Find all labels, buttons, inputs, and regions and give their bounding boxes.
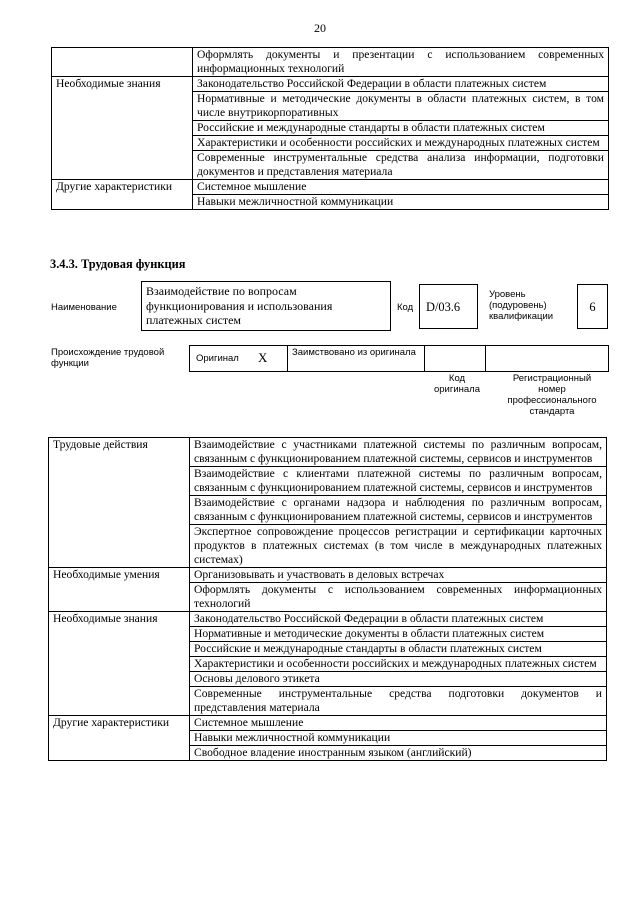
competency-table-continued: [51, 47, 609, 210]
cell-divider: [287, 345, 288, 372]
table-row: [49, 568, 607, 583]
row-value: Системное мышление: [193, 180, 609, 195]
row-value: Взаимодействие с клиентами платежной системы по различным вопросам, связанным с функционированием платежной системы, сервисов и инструментов: [190, 467, 607, 496]
row-label: Другие характеристики: [52, 180, 193, 210]
function-code-value: D/03.6: [426, 300, 461, 314]
row-value: Свободное владение иностранным языком (английский): [190, 746, 607, 761]
cell-divider: [485, 345, 486, 372]
row-label: Необходимые знания: [52, 77, 193, 180]
row-label: Необходимые умения: [49, 568, 190, 612]
function-name-value: Взаимодействие по вопросам функционирования и использования платежных систем: [146, 284, 333, 327]
table-row: [52, 48, 609, 77]
origin-row: [189, 345, 609, 372]
borrowed-label: Заимствовано из оригинала: [292, 347, 416, 358]
table-row: [52, 180, 609, 195]
row-value: Оформлять документы с использованием современных информационных технологий: [190, 583, 607, 612]
original-label: Оригинал: [196, 353, 239, 364]
row-value: Навыки межличностной коммуникации: [190, 731, 607, 746]
code-label: Код: [397, 302, 414, 313]
row-value: Системное мышление: [190, 716, 607, 731]
row-label: Необходимые знания: [49, 612, 190, 716]
row-value: Современные инструментальные средства подготовки документов и представления материала: [190, 687, 607, 716]
origin-label: Происхождение трудовой функции: [51, 347, 165, 369]
page-number: 20: [314, 21, 326, 35]
row-value: Характеристики и особенности российских и международных платежных систем: [190, 657, 607, 672]
row-value: Современные инструментальные средства анализа информации, подготовки документов и представления материала: [193, 151, 609, 180]
qualification-level-value: 6: [589, 300, 596, 314]
row-value: Организовывать и участвовать в деловых встречах: [190, 568, 607, 583]
row-value: Характеристики и особенности российских и международных платежных систем: [193, 136, 609, 151]
level-label: Уровень (подуровень) квалификации: [489, 289, 554, 322]
row-label: Другие характеристики: [49, 716, 190, 761]
labor-function-table: [48, 437, 607, 761]
row-value: Нормативные и методические документы в области платежных систем: [190, 627, 607, 642]
function-name-box: [141, 281, 391, 331]
row-value: Взаимодействие с органами надзора и наблюдения по различным вопросам, связанным с функционированием платежной системы, сервисов и инструментов: [190, 496, 607, 525]
cell-divider: [424, 345, 425, 372]
table-row: [52, 77, 609, 92]
table-row: [49, 612, 607, 627]
qualification-level-box: [577, 284, 608, 329]
registration-number-caption: Регистрационный номер профессионального стандарта: [507, 373, 597, 417]
original-mark: X: [258, 350, 268, 365]
table-row: [49, 438, 607, 467]
section-heading: 3.4.3. Трудовая функция: [50, 257, 186, 271]
row-value: Нормативные и методические документы в области платежных систем, в том числе внутрикорпоративных: [193, 92, 609, 121]
name-label: Наименование: [51, 302, 117, 313]
row-value: Экспертное сопровождение процессов регистрации и сертификации карточных продуктов в платежных системах (в том числе в международных платежных системах): [190, 525, 607, 568]
table-row: [49, 716, 607, 731]
row-value: Российские и международные стандарты в области платежных систем: [190, 642, 607, 657]
row-value: Российские и международные стандарты в области платежных систем: [193, 121, 609, 136]
function-code-box: [419, 284, 478, 329]
original-code-caption: Код оригинала: [433, 373, 480, 395]
row-value: Законодательство Российской Федерации в области платежных систем: [193, 77, 609, 92]
row-value: Основы делового этикета: [190, 672, 607, 687]
row-label: Трудовые действия: [49, 438, 190, 568]
row-value: Законодательство Российской Федерации в области платежных систем: [190, 612, 607, 627]
row-label: [52, 48, 193, 77]
row-value: Оформлять документы и презентации с использованием современных информационных технологий: [193, 48, 609, 77]
row-value: Навыки межличностной коммуникации: [193, 195, 609, 210]
row-value: Взаимодействие с участниками платежной системы по различным вопросам, связанным с функционированием платежной системы, сервисов и инструментов: [190, 438, 607, 467]
